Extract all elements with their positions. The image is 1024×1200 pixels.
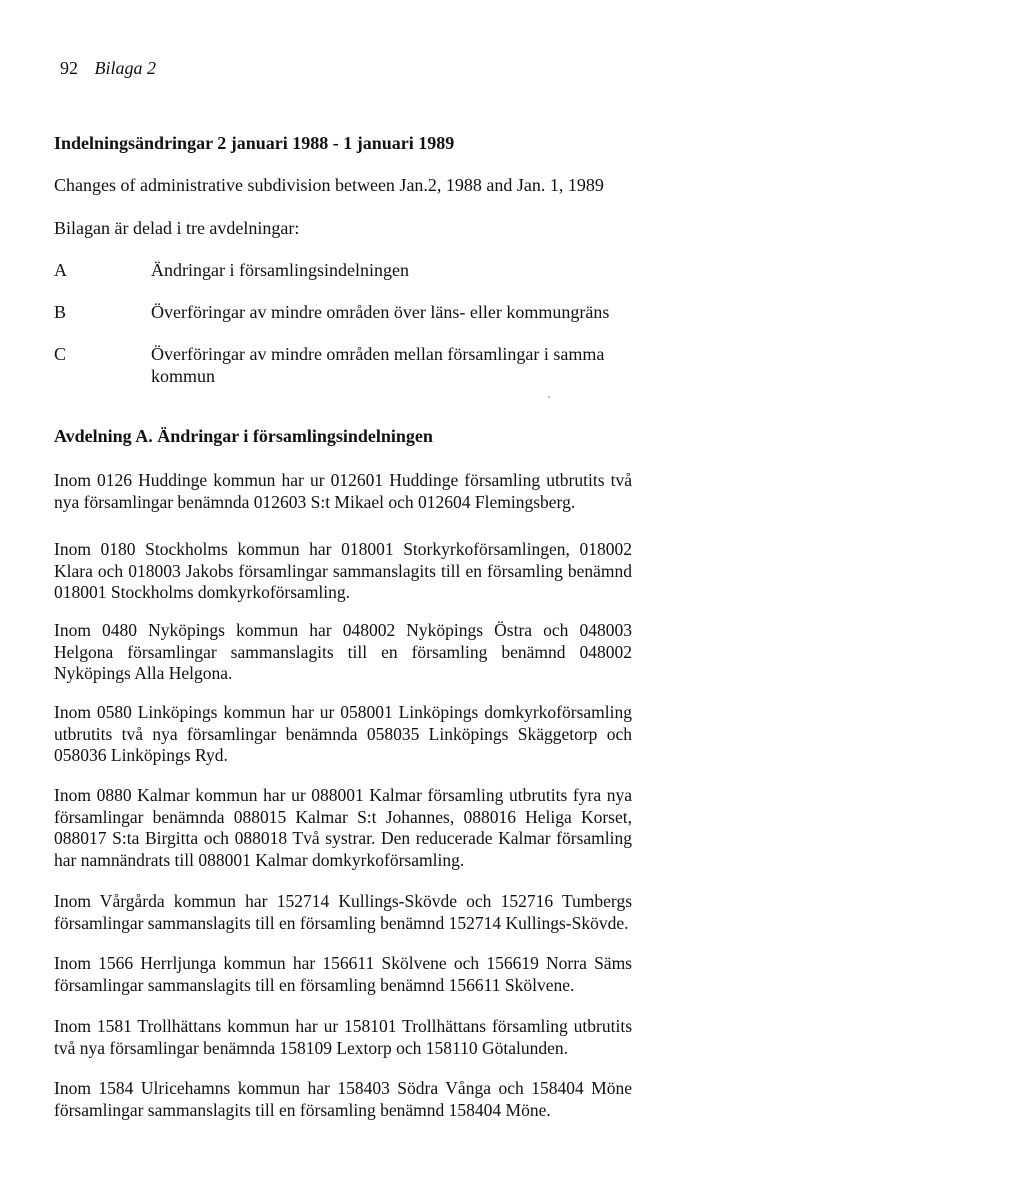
- part-description: Överföringar av mindre områden mellan församlingar i samma kommun: [151, 344, 605, 386]
- part-description: Överföringar av mindre områden över läns- eller kommungräns: [151, 302, 610, 322]
- paragraph: Inom Vårgårda kommun har 152714 Kullings-Skövde och 152716 Tumbergs församlingar sammanslagits till en församling benämnd 152714 Kullings-Skövde.: [54, 891, 632, 933]
- part-letter: A: [54, 260, 67, 280]
- part-letter: C: [54, 344, 67, 364]
- paragraph: Inom 0580 Linköpings kommun har ur 058001 Linköpings domkyrkoförsamling utbrutits två nya församlingar benämnda 058035 Linköpings Skäggetorp och 058036 Linköpings Ryd.: [54, 702, 632, 765]
- document-title: Indelningsändringar 2 januari 1988 - 1 januari 1989: [54, 133, 455, 153]
- intro-text: Bilagan är delad i tre avdelningar:: [54, 218, 300, 238]
- paragraph: Inom 0480 Nyköpings kommun har 048002 Nyköpings Östra och 048003 Helgona församlingar sammanslagits till en församling benämnd 048002 Nyköpings Alla Helgona.: [54, 620, 632, 683]
- scan-speck: [548, 396, 550, 398]
- document-subtitle: Changes of administrative subdivision between Jan.2, 1988 and Jan. 1, 1989: [54, 175, 604, 195]
- paragraph: Inom 1584 Ulricehamns kommun har 158403 Södra Vånga och 158404 Möne församlingar sammanslagits till en församling benämnd 158404 Möne.: [54, 1078, 632, 1120]
- page-header: [60, 58, 156, 79]
- page-number: 92: [60, 58, 78, 78]
- part-letter: B: [54, 302, 67, 322]
- paragraph: Inom 1581 Trollhättans kommun har ur 158101 Trollhättans församling utbrutits två nya församlingar benämnda 158109 Lextorp och 158110 Götalunden.: [54, 1016, 632, 1058]
- paragraph: Inom 0126 Huddinge kommun har ur 012601 Huddinge församling utbrutits två nya församlingar benämnda 012603 S:t Mikael och 012604 Flemingsberg.: [54, 470, 632, 512]
- paragraph: Inom 1566 Herrljunga kommun har 156611 Skölvene och 156619 Norra Säms församlingar sammanslagits till en församling benämnd 156611 Skölvene.: [54, 953, 632, 995]
- part-description: Ändringar i församlingsindelningen: [151, 260, 409, 280]
- paragraph: Inom 0880 Kalmar kommun har ur 088001 Kalmar församling utbrutits fyra nya församlingar benämnda 088015 Kalmar S:t Johannes, 088016 Heliga Korset, 088017 S:ta Birgitta och 088018 Två systrar. Den reducerade Kalmar församling har namnändrats till 088001 Kalmar domkyrkoförsamling.: [54, 785, 632, 870]
- appendix-label: Bilaga 2: [94, 58, 156, 78]
- paragraph: Inom 0180 Stockholms kommun har 018001 Storkyrkoförsamlingen, 018002 Klara och 018003 Jakobs församlingar sammanslagits till en församling benämnd 018001 Stockholms domkyrkoförsamling.: [54, 539, 632, 602]
- section-heading: Avdelning A. Ändringar i församlingsindelningen: [54, 426, 433, 446]
